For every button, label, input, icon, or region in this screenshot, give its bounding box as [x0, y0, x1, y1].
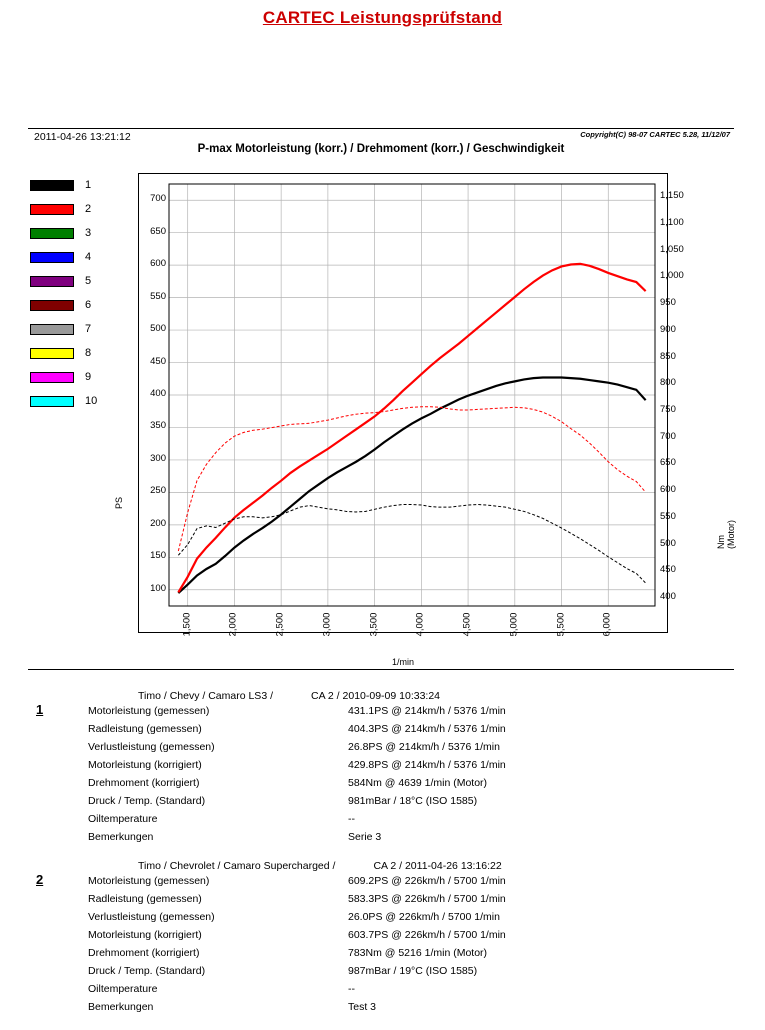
y-axis-tick-label: 450: [150, 355, 166, 367]
chart-series-line: [178, 505, 645, 584]
result-value: 603.7PS @ 226km/h / 5700 1/min: [348, 929, 506, 941]
chart-svg: [139, 174, 669, 634]
result-value: 429.8PS @ 214km/h / 5376 1/min: [348, 759, 506, 771]
y-axis-right-title: Nm (Motor): [716, 520, 736, 549]
legend-item-label: 7: [85, 323, 92, 335]
legend-item[interactable]: [28, 221, 120, 245]
run-identification: Timo / Chevy / Camaro LS3 /: [138, 690, 273, 702]
legend-item-label: 1: [85, 179, 92, 191]
legend-item[interactable]: [28, 197, 120, 221]
page-title: CARTEC Leistungsprüfstand: [262, 8, 503, 27]
plot-area: [138, 173, 684, 637]
run-index-label: 1: [36, 702, 44, 717]
y-axis-right-tick-label: 450: [660, 564, 676, 576]
result-row: [28, 980, 738, 998]
legend-item-label: 2: [85, 203, 92, 215]
y-axis-right-tick-label: 1,100: [660, 217, 684, 229]
result-label: Drehmoment (korrigiert): [88, 947, 200, 959]
result-row: [28, 926, 738, 944]
y-axis-right-tick-label: 1,050: [660, 243, 684, 255]
run-result-block: [28, 860, 738, 1016]
legend-item-label: 8: [85, 347, 92, 359]
chart-series-line: [178, 264, 645, 593]
result-value: 26.0PS @ 226km/h / 5700 1/min: [348, 911, 500, 923]
y-axis-tick-label: 150: [150, 550, 166, 562]
result-row: [28, 998, 738, 1016]
result-value: 987mBar / 19°C (ISO 1585): [348, 965, 478, 977]
y-axis-right-tick-label: 600: [660, 484, 676, 496]
result-label: Verlustleistung (gemessen): [88, 911, 215, 923]
result-label: Motorleistung (gemessen): [88, 705, 210, 717]
chart-timestamp: 2011-04-26 13:21:12: [34, 131, 131, 143]
legend-item[interactable]: [28, 173, 120, 197]
result-row: [28, 908, 738, 926]
chart-series-line: [178, 377, 645, 593]
y-axis-tick-label: 400: [150, 388, 166, 399]
result-value: Serie 3: [348, 831, 382, 843]
result-label: Motorleistung (korrigiert): [88, 929, 202, 941]
legend-color-swatch: [30, 396, 74, 407]
legend-item[interactable]: [28, 293, 120, 317]
run-header: [138, 690, 738, 702]
y-axis-right-tick-label: 1,000: [660, 270, 684, 282]
y-axis-tick-label: 500: [150, 323, 166, 335]
legend-color-swatch: [30, 180, 74, 191]
plot-canvas: [138, 173, 668, 633]
result-value: 26.8PS @ 214km/h / 5376 1/min: [348, 741, 500, 753]
legend-item-label: 9: [85, 371, 92, 383]
result-label: Motorleistung (gemessen): [88, 875, 210, 887]
legend-item-label: 5: [85, 275, 92, 287]
y-axis-right-tick-label: 500: [660, 537, 676, 549]
result-value: 609.2PS @ 226km/h / 5700 1/min: [348, 875, 506, 887]
legend-item[interactable]: [28, 269, 120, 293]
x-axis-tick-label: 4,000: [414, 612, 426, 637]
y-axis-right-tick-label: 900: [660, 323, 676, 335]
result-label: Druck / Temp. (Standard): [88, 795, 206, 807]
run-identification: Timo / Chevrolet / Camaro Supercharged /: [138, 860, 336, 872]
legend-item[interactable]: [28, 317, 120, 341]
y-axis-right-tick-label: 1,150: [660, 190, 684, 202]
chart-legend: [28, 173, 120, 413]
legend-color-swatch: [30, 276, 74, 287]
legend-color-swatch: [30, 300, 74, 311]
legend-color-swatch: [30, 372, 74, 383]
x-axis-tick-label: 2,500: [274, 612, 286, 637]
result-value: --: [348, 813, 355, 825]
result-row: [28, 756, 738, 774]
y-axis-right-tick-label: 950: [660, 297, 676, 309]
y-axis-tick-label: 700: [150, 193, 166, 205]
legend-color-swatch: [30, 228, 74, 239]
result-row: [28, 702, 738, 720]
run-timestamp: CA 2 / 2011-04-26 13:16:22: [373, 860, 502, 872]
legend-item[interactable]: [28, 389, 120, 413]
x-axis-tick-label: 5,500: [555, 612, 567, 637]
x-axis-tick-label: 3,500: [368, 612, 380, 637]
legend-color-swatch: [30, 204, 74, 215]
run-header: [138, 860, 738, 872]
y-axis-tick-label: 600: [150, 258, 166, 270]
legend-item-label: 3: [85, 227, 92, 239]
result-value: --: [348, 983, 355, 995]
y-axis-tick-label: 200: [150, 517, 166, 529]
legend-item[interactable]: [28, 341, 120, 365]
y-axis-right-tick-label: 750: [660, 404, 676, 416]
run-timestamp: CA 2 / 2010-09-09 10:33:24: [311, 690, 441, 702]
result-row: [28, 738, 738, 756]
result-label: Bemerkungen: [88, 1001, 154, 1013]
y-axis-tick-label: 300: [150, 452, 166, 464]
result-label: Druck / Temp. (Standard): [88, 965, 206, 977]
y-axis-tick-label: 550: [150, 290, 166, 302]
y-axis-tick-label: 100: [150, 582, 166, 594]
x-axis-tick-label: 4,500: [461, 612, 473, 637]
copyright-notice: Copyright(C) 98-07 CARTEC 5.28, 11/12/07: [580, 130, 730, 139]
legend-item-label: 10: [85, 395, 98, 407]
legend-color-swatch: [30, 252, 74, 263]
y-axis-right-tick-label: 850: [660, 350, 676, 362]
result-label: Oiltemperature: [88, 813, 158, 825]
y-axis-tick-label: 250: [150, 485, 166, 497]
result-label: Motorleistung (korrigiert): [88, 759, 202, 771]
chart-series-line: [178, 407, 645, 551]
result-row: [28, 720, 738, 738]
y-axis-right-tick-label: 400: [660, 590, 676, 602]
result-value: Test 3: [348, 1001, 377, 1013]
result-value: 431.1PS @ 214km/h / 5376 1/min: [348, 705, 506, 717]
legend-color-swatch: [30, 348, 74, 359]
y-axis-right-tick-label: 700: [660, 430, 676, 442]
result-value: 783Nm @ 5216 1/min (Motor): [348, 947, 488, 959]
result-value: 981mBar / 18°C (ISO 1585): [348, 795, 478, 807]
result-label: Bemerkungen: [88, 831, 154, 843]
result-value: 583.3PS @ 226km/h / 5700 1/min: [348, 893, 506, 905]
legend-item[interactable]: [28, 245, 120, 269]
run-result-block: [28, 690, 738, 846]
result-row: [28, 944, 738, 962]
x-axis-tick-label: 3,000: [321, 612, 333, 637]
result-row: [28, 792, 738, 810]
y-axis-right-tick-label: 800: [660, 377, 676, 389]
y-axis-tick-label: 350: [150, 420, 166, 432]
result-label: Radleistung (gemessen): [88, 893, 202, 905]
result-label: Radleistung (gemessen): [88, 723, 202, 735]
results-section: [28, 690, 738, 1030]
x-axis-title: 1/min: [391, 657, 414, 667]
result-label: Oiltemperature: [88, 983, 158, 995]
x-axis-tick-label: 6,000: [601, 612, 613, 637]
y-axis-tick-label: 650: [150, 225, 166, 237]
x-axis-tick-label: 5,000: [508, 612, 520, 637]
result-row: [28, 810, 738, 828]
legend-item-label: 6: [85, 299, 92, 311]
result-label: Drehmoment (korrigiert): [88, 777, 200, 789]
y-axis-title: PS: [114, 496, 124, 509]
result-row: [28, 890, 738, 908]
legend-item-label: 4: [85, 251, 92, 263]
y-axis-right-tick-label: 550: [660, 510, 676, 522]
result-row: [28, 828, 738, 846]
result-row: [28, 774, 738, 792]
y-axis-right-tick-label: 650: [660, 457, 676, 469]
result-row: [28, 872, 738, 890]
legend-item[interactable]: [28, 365, 120, 389]
chart-panel: [28, 128, 734, 670]
result-value: 404.3PS @ 214km/h / 5376 1/min: [348, 723, 506, 735]
result-row: [28, 962, 738, 980]
result-value: 584Nm @ 4639 1/min (Motor): [348, 777, 488, 789]
x-axis-tick-label: 2,000: [227, 612, 239, 637]
legend-color-swatch: [30, 324, 74, 335]
x-axis-tick-label: 1,500: [181, 612, 193, 637]
run-index-label: 2: [36, 872, 44, 887]
result-label: Verlustleistung (gemessen): [88, 741, 215, 753]
chart-heading: P-max Motorleistung (korr.) / Drehmoment (korr.) / Geschwindigkeit: [197, 143, 565, 155]
